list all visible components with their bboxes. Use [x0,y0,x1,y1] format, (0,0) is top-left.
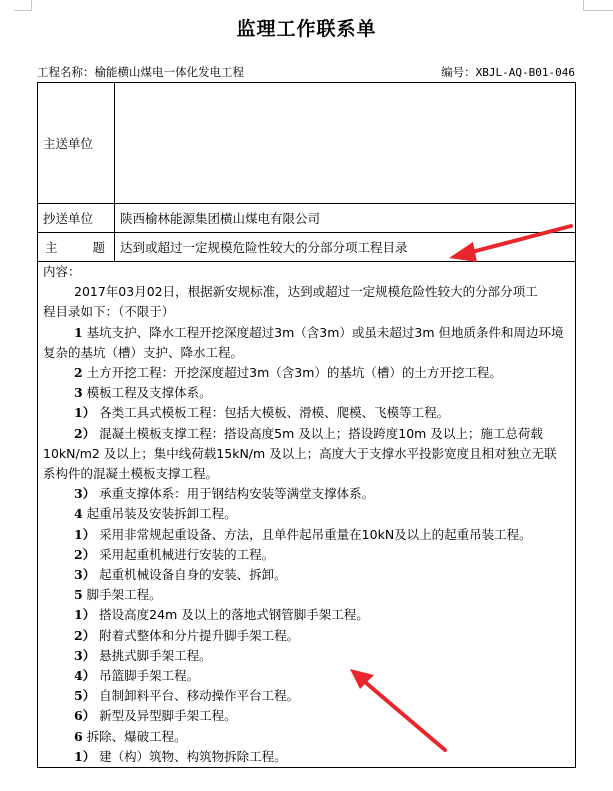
intro-line: 2017年03月02日，根据新安规标准，达到或超过一定规模危险性较大的分部分项工 [74,284,538,300]
list-item: 1 基坑支护、降水工程开挖深度超过3m（含3m）或虽未超过3m 但地质条件和周边环境 [74,324,564,340]
document-number-line [441,64,575,80]
list-item: 5 脚手架工程。 [74,587,162,603]
project-name: 榆能横山煤电一体化发电工程 [94,65,244,79]
list-item: 2） 附着式整体和分片提升脚手架工程。 [74,627,300,643]
list-item: 3） 承重支撑体系：用于钢结构安装等满堂支撑体系。 [74,486,375,502]
list-item: 2） 混凝土模板支撑工程：搭设高度5m 及以上；搭设跨度10m 及以上；施工总荷载 [74,425,543,441]
cc-label: 抄送单位 [38,204,115,233]
list-item: 1） 各类工具式模板工程：包括大模板、滑模、爬模、飞模等工程。 [74,405,450,421]
list-item: 6） 新型及异型脚手架工程。 [74,708,237,724]
page-corner-mark [14,0,32,11]
list-item: 4 起重吊装及安装拆卸工程。 [74,506,237,522]
row-content [38,262,576,768]
list-item-continuation: 系构件的混凝土模板支撑工程。 [43,466,219,482]
document-number: XBJL-AQ-B01-046 [475,66,575,79]
cc-value[interactable]: 陕西榆林能源集团横山煤电有限公司 [115,204,576,233]
list-item: 6 拆除、爆破工程。 [74,728,187,744]
intro-line: 程目录如下：（不限于） [43,304,175,320]
list-item: 4） 吊篮脚手架工程。 [74,668,200,684]
project-name-line [37,64,244,80]
list-item: 1） 搭设高度24m 及以上的落地式钢管脚手架工程。 [74,607,369,623]
row-subject [38,233,576,262]
list-item-continuation: 10kN/m2 及以上；集中线荷载15kN/m 及以上；高度大于支撑水平投影宽度且相对独立无联 [43,445,557,461]
list-item: 3） 悬挑式脚手架工程。 [74,647,212,663]
list-item: 1） 建（构）筑物、构筑物拆除工程。 [74,748,287,764]
sender-label: 主送单位 [38,83,115,204]
list-item: 3） 起重机械设备自身的安装、拆卸。 [74,567,287,583]
document-title: 监理工作联系单 [236,18,377,40]
contact-form-table [37,82,576,768]
content-label: 内容： [43,264,81,279]
page-corner-mark [583,0,613,11]
list-item: 2） 采用起重机械进行安装的工程。 [74,546,275,562]
row-sender [38,83,576,204]
sender-value[interactable] [115,83,576,204]
row-cc [38,204,576,233]
list-item-continuation: 复杂的基坑（槽）支护、降水工程。 [43,344,244,360]
number-label: 编号： [441,65,476,79]
list-item: 1） 采用非常规起重设备、方法，且单件起吊重量在10kN及以上的起重吊装工程。 [74,526,532,542]
list-item: 2 土方开挖工程：开挖深度超过3m（含3m）的基坑（槽）的土方开挖工程。 [74,365,502,381]
project-label: 工程名称： [37,65,95,79]
subject-value[interactable]: 达到或超过一定规模危险性较大的分部分项工程目录 [115,233,576,262]
list-item: 3 模板工程及支撑体系。 [74,385,212,401]
subject-label: 主 题 [38,233,115,262]
content-cell[interactable] [38,262,576,768]
list-item: 5） 自制卸料平台、移动操作平台工程。 [74,688,300,704]
